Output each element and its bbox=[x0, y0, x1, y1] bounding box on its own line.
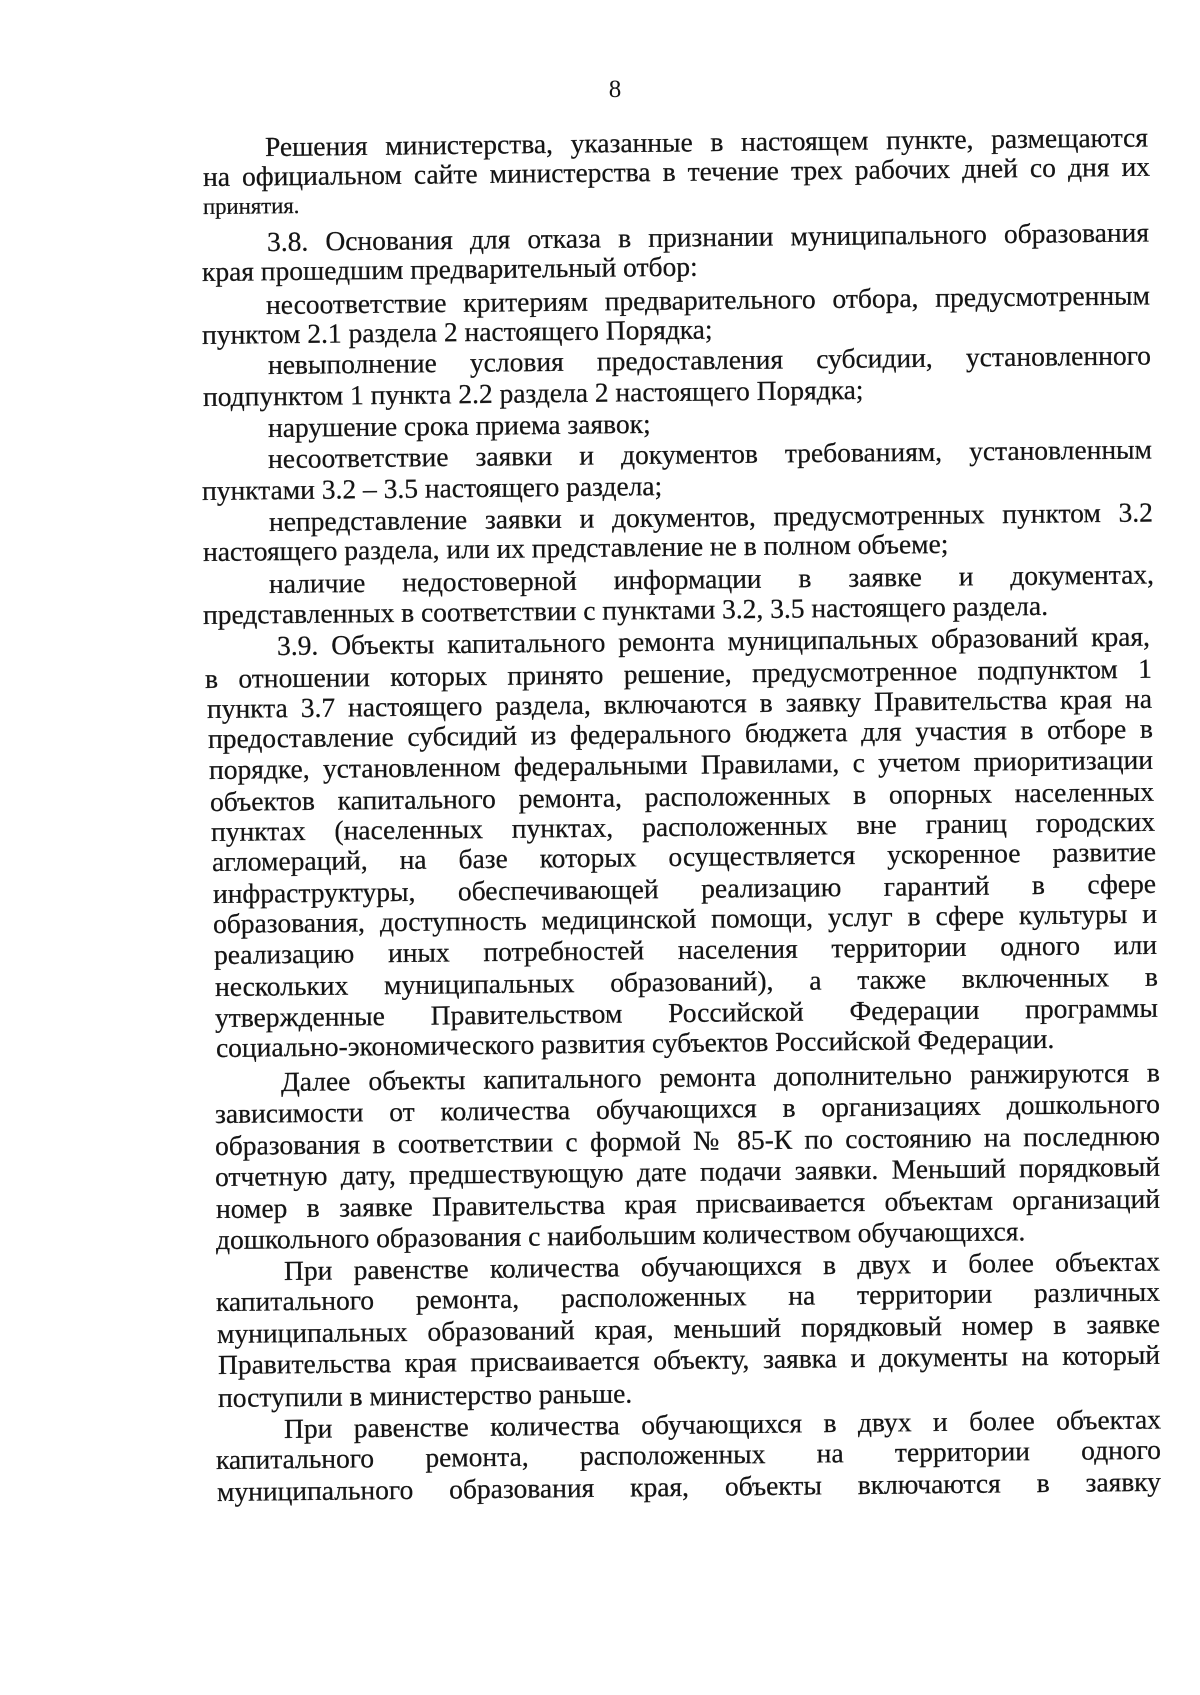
text-line: капитального ремонта, расположенных на территории различных bbox=[215, 1275, 1161, 1317]
text-line: 3.9. Объекты капитального ремонта муниципальных образований края, bbox=[276, 620, 1151, 661]
text-line: образования в соответствии с формой № 85-К по состоянию на последнюю bbox=[214, 1119, 1161, 1161]
text-line: пунктах (населенных пунктах, расположенных вне границ городских bbox=[210, 805, 1156, 847]
text-line: невыполнение условия предоставления субсидии, установленного bbox=[267, 339, 1152, 380]
text-line: утвержденные Правительством Российской Федерации программы bbox=[214, 991, 1159, 1033]
text-line: отчетную дату, предшествующую дате подачи заявки. Меньший порядковый bbox=[214, 1150, 1161, 1192]
text-line: При равенстве количества обучающихся в двух и более объектах bbox=[283, 1245, 1161, 1286]
text-line: 3.8. Основания для отказа в признании муниципального образования bbox=[266, 216, 1150, 257]
text-line: муниципальных образований края, меньший порядковый номер в заявке bbox=[216, 1307, 1161, 1349]
text-line: несоответствие критериям предварительного отбора, предусмотренным bbox=[265, 279, 1151, 320]
text-line: настоящего раздела, или их представление не в полном объеме; bbox=[202, 527, 949, 567]
text-line: пунктом 2.1 раздела 2 настоящего Порядка; bbox=[201, 313, 713, 350]
text-line: края прошедшим предварительный отбор: bbox=[201, 250, 698, 287]
text-line: номер в заявке Правительства края присваивается объектам организаций bbox=[215, 1182, 1161, 1224]
text-line: образования, доступность медицинской помощи, услуг в сфере культуры и bbox=[212, 897, 1158, 939]
text-line: предоставление субсидий из федерального бюджета для участия в отборе в bbox=[207, 712, 1154, 754]
page-number: 8 bbox=[608, 76, 622, 103]
text-line: пунктами 3.2 – 3.5 настоящего раздела; bbox=[201, 470, 663, 506]
text-line: несоответствие заявки и документов требованиям, установленным bbox=[267, 433, 1153, 474]
text-line: реализацию иных потребностей населения территории одного или bbox=[213, 928, 1158, 970]
text-line: нарушение срока приема заявок; bbox=[267, 407, 651, 443]
text-line: поступили в министерство раньше. bbox=[217, 1377, 633, 1413]
text-line: муниципального образования края, объекты включаются в заявку bbox=[216, 1465, 1162, 1507]
text-line: агломераций, на базе которых осуществляется ускоренное развитие bbox=[211, 835, 1157, 877]
text-line: При равенстве количества обучающихся в двух и более объектах bbox=[283, 1403, 1162, 1444]
text-line: в отношении которых принято решение, предусмотренное подпунктом 1 bbox=[204, 652, 1153, 694]
text-line: пункта 3.7 настоящего раздела, включаются в заявку Правительства края на bbox=[206, 682, 1153, 724]
text-line: наличие недостоверной информации в заявке и документах, bbox=[268, 558, 1155, 599]
text-line: принятия. bbox=[202, 192, 300, 219]
text-line: объектов капитального ремонта, расположенных в опорных населенных bbox=[209, 775, 1155, 817]
text-line: зависимости от количества обучающихся в организациях дошкольного bbox=[214, 1087, 1161, 1129]
text-line: социально-экономического развития субъектов Российской Федерации. bbox=[215, 1022, 1055, 1063]
text-line: нескольких муниципальных образований), а также включенных в bbox=[214, 960, 1159, 1002]
text-line: подпунктом 1 пункта 2.2 раздела 2 настоящего Порядка; bbox=[202, 373, 864, 412]
text-line: Правительства края присваивается объекту, заявка и документы на который bbox=[217, 1338, 1161, 1380]
text-line: порядке, установленном федеральными Правилами, с учетом приоритизации bbox=[208, 743, 1154, 785]
text-line: инфраструктуры, обеспечивающей реализацию гарантий в сфере bbox=[212, 867, 1157, 909]
text-line: Решения министерства, указанные в настоящем пункте, размещаются bbox=[264, 121, 1149, 162]
text-line: капитального ремонта, расположенных на территории одного bbox=[215, 1433, 1162, 1475]
text-line: Далее объекты капитального ремонта дополнительно ранжируются в bbox=[280, 1056, 1161, 1097]
text-line: дошкольного образования с наибольшим количеством обучающихся. bbox=[215, 1215, 1026, 1255]
text-line: представленных в соответствии с пунктами 3.2, 3.5 настоящего раздела. bbox=[202, 589, 1049, 630]
text-line: на официальном сайте министерства в течение трех рабочих дней со дня их bbox=[202, 150, 1151, 192]
text-line: непредставление заявки и документов, предусмотренных пунктом 3.2 bbox=[268, 496, 1154, 537]
